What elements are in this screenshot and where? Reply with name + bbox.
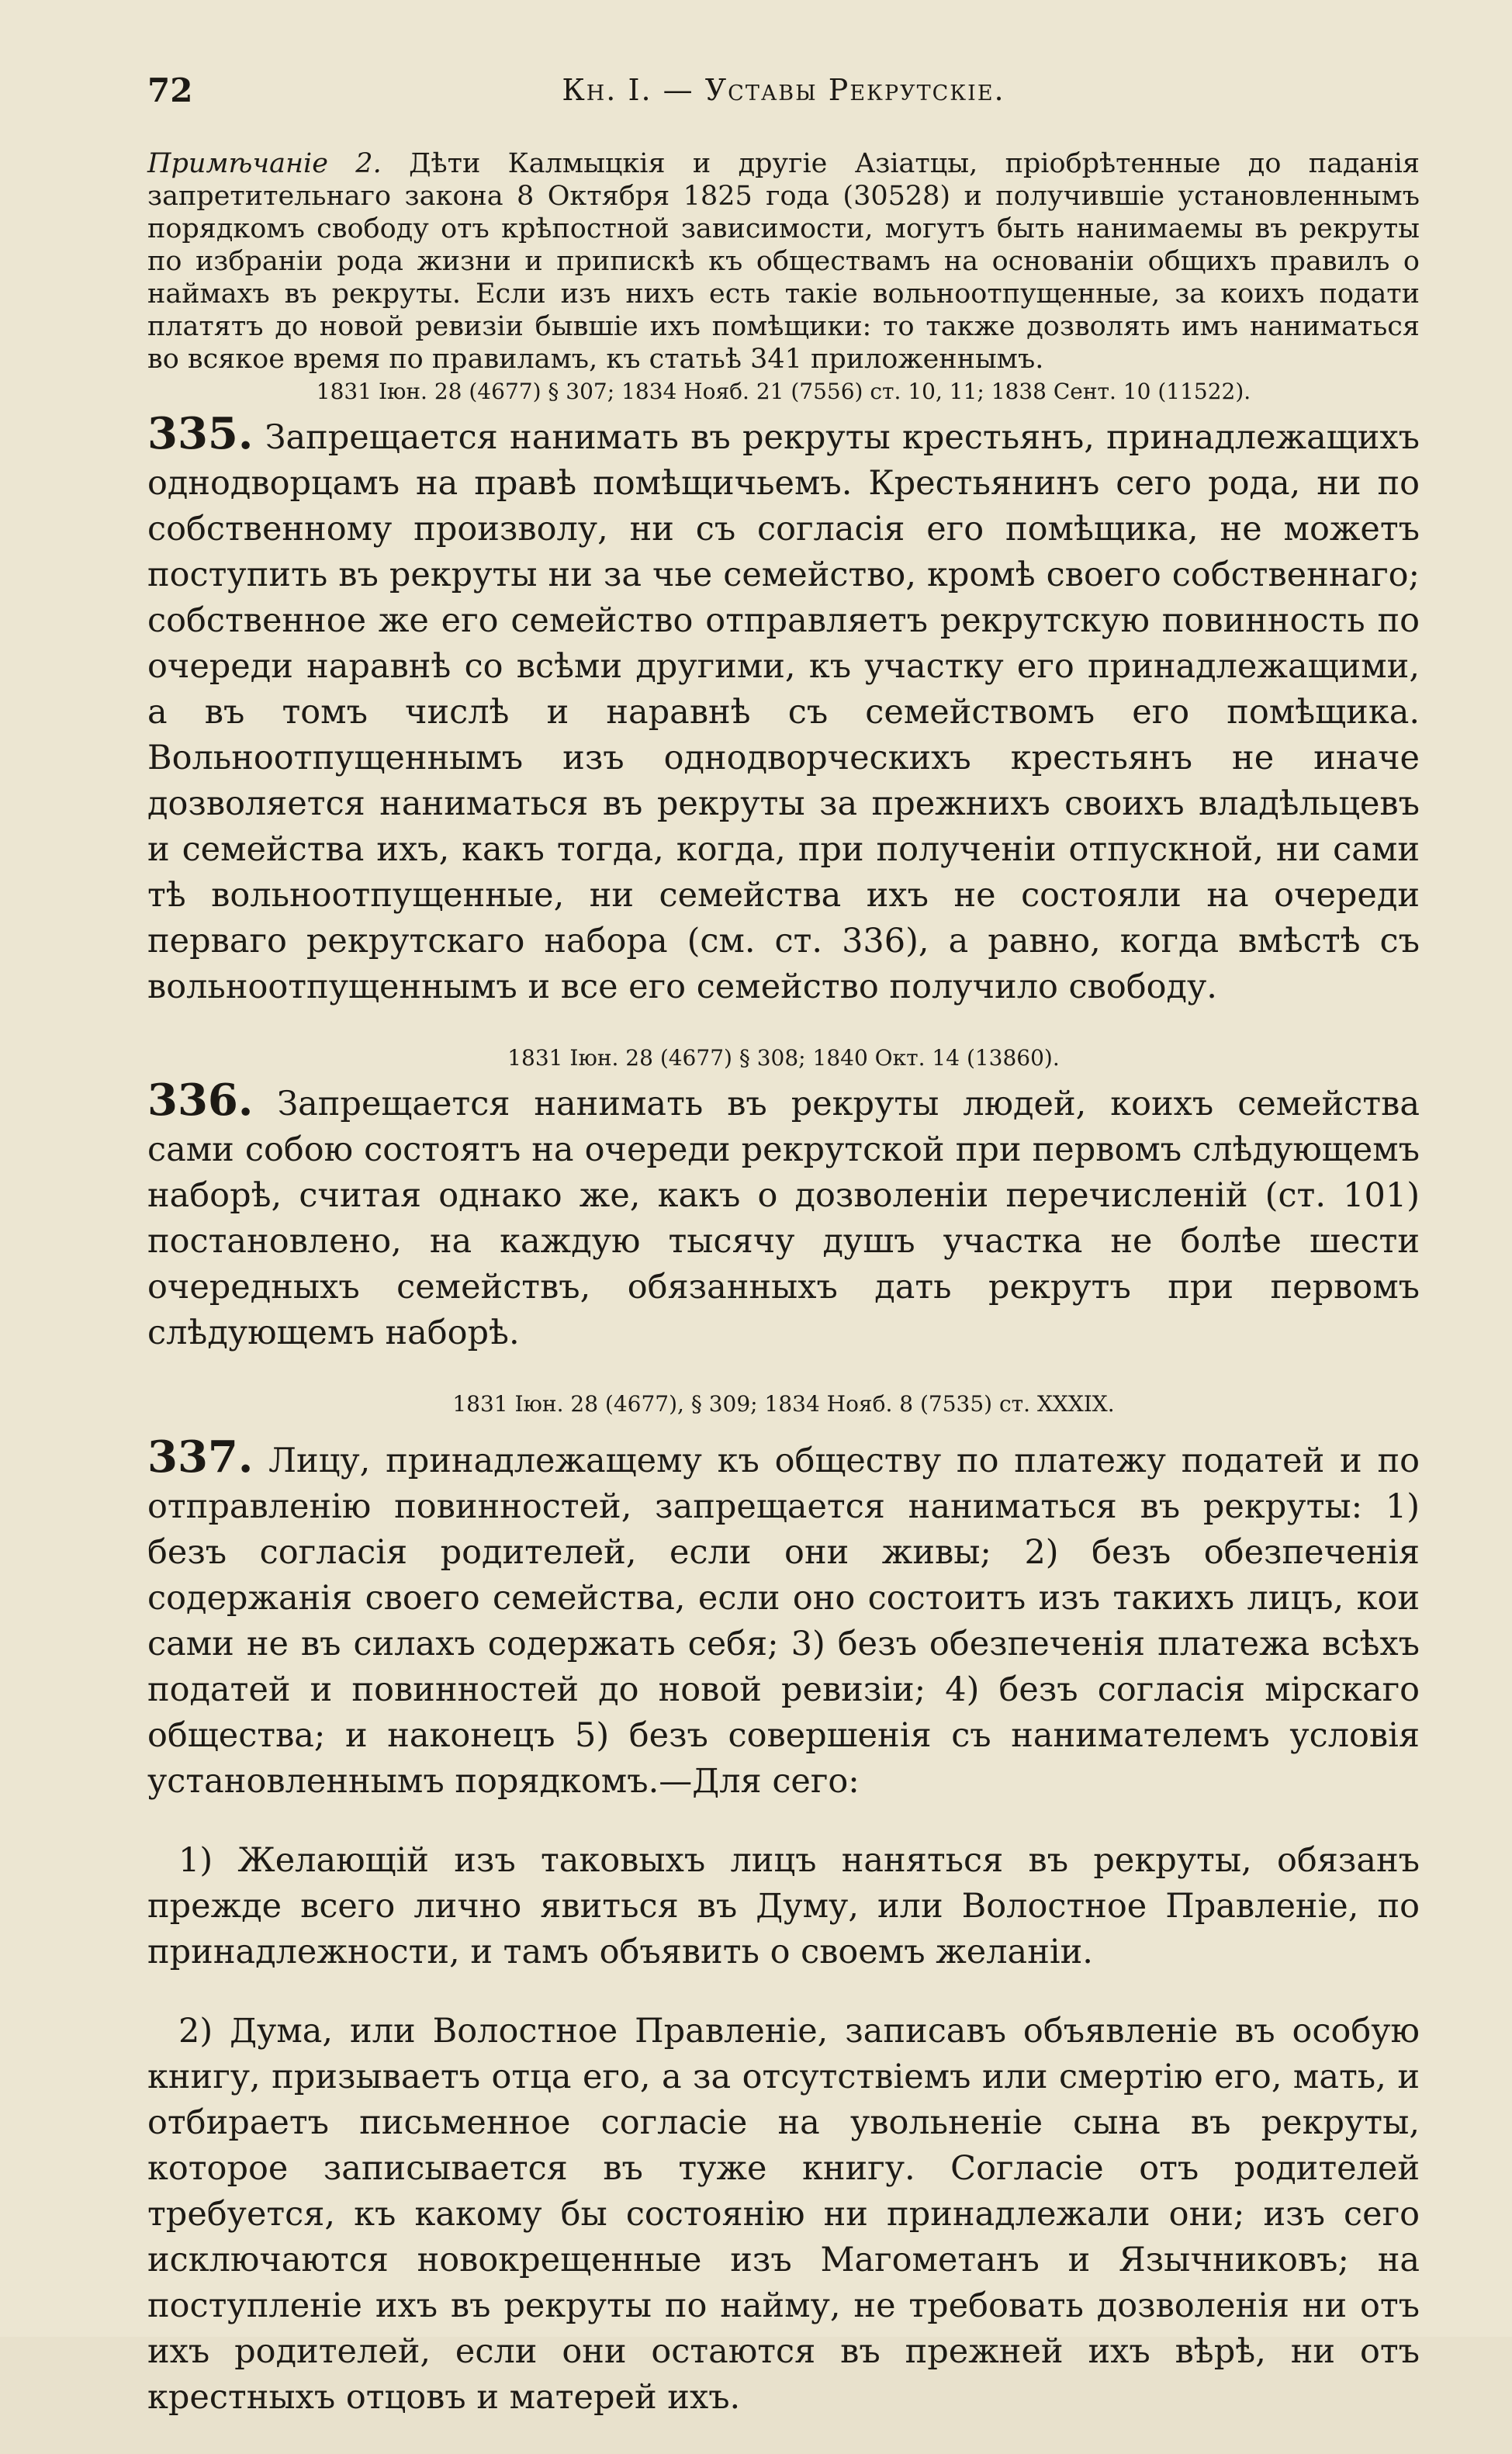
running-title: Кн. I. — Уставы Рекрутскіе. — [562, 73, 1005, 107]
article-337-item-1: 1) Желающій изъ таковыхъ лицъ наняться въ рекруты, обязанъ прежде всего лично явиться въ Думу, или Волостное Правленіе, по принадлежности, и тамъ объявить о своемъ желаніи. — [147, 1841, 1420, 1971]
article-336 — [147, 1075, 1420, 1356]
article-text: Запрещается нанимать въ рекруты людей, коихъ семейства сами собою состоятъ на очереди рекрутской при первомъ слѣдующемъ наборѣ, считая однако же, какъ о дозволеніи перечисленій (ст. 101) постановлено, на каждую тысячу душъ участка не болѣе шести очередныхъ семействъ, обязанныхъ дать рекрутъ при первомъ слѣдующемъ наборѣ. — [147, 1085, 1420, 1352]
article-number: 336. — [147, 1075, 254, 1126]
page-number: 72 — [147, 71, 193, 109]
note-text: Дѣти Калмыцкія и другіе Азіатцы, пріобрѣтенные до паданія запретительнаго закона 8 Октября 1825 года (30528) и получившіе установленнымъ порядкомъ свободу отъ крѣпостной зависимости, могутъ быть нанимаемы въ рекруты по избраніи рода жизни и припискѣ къ обществамъ на основаніи общихъ правилъ о наймахъ въ рекруты. Если изъ нихъ есть такіе вольноотпущенные, за коихъ подати платятъ до новой ревизіи бывшіе ихъ помѣщики: то также дозволять имъ наниматься во всякое время по правиламъ, къ статьѣ 341 приложеннымъ. — [147, 148, 1420, 375]
article-335 — [147, 408, 1420, 1010]
article-335-citation: 1831 Іюн. 28 (4677) § 308; 1840 Окт. 14 (13860). — [507, 1045, 1060, 1071]
page-header — [147, 71, 1420, 118]
article-337 — [147, 1431, 1420, 1805]
note-label: Примѣчаніе 2. — [147, 148, 382, 179]
note-2 — [147, 147, 1420, 376]
article-number: 335. — [147, 408, 254, 459]
article-text: Запрещается нанимать въ рекруты крестьянъ, принадлежащихъ однодворцамъ на правѣ помѣщичьемъ. Крестьянинъ сего рода, ни по собственному произволу, ни съ согласія его помѣщика, не можетъ поступить въ рекруты ни за чье семейство, кромѣ своего собственнаго; собственное же его семейство отправляетъ рекрутскую повинность по очереди наравнѣ со всѣми другими, къ участку его принадлежащими, а въ томъ числѣ и наравнѣ съ семействомъ его помѣщика. Вольноотпущеннымъ изъ однодворческихъ крестьянъ не иначе дозволяется наниматься въ рекруты за прежнихъ своихъ владѣльцевъ и семейства ихъ, какъ тогда, когда, при полученіи отпускной, ни сами тѣ вольноотпущенные, ни семейства ихъ не состояли на очереди перваго рекрутскаго набора (см. ст. 336), а равно, когда вмѣстѣ съ вольноотпущеннымъ и все его семейство получило свободу. — [147, 418, 1420, 1006]
article-337-item-2: 2) Дума, или Волостное Правленіе, записавъ объявленіе въ особую книгу, призываетъ отца его, а за отсутствіемъ или смертію его, мать, и отбираетъ письменное согласіе на увольненіе сына въ рекруты, которое записывается въ туже книгу. Согласіе отъ родителей требуется, къ какому бы состоянію ни принадлежали они; изъ сего исключаются новокрещенные изъ Магометанъ и Язычниковъ; на поступленіе ихъ въ рекруты по найму, не требовать дозволенія ни отъ ихъ родителей, если они остаются въ прежней ихъ вѣрѣ, ни отъ крестныхъ отцовъ и матерей ихъ. — [147, 2012, 1420, 2417]
note-citation: 1831 Іюн. 28 (4677) § 307; 1834 Нояб. 21 (7556) ст. 10, 11; 1838 Сент. 10 (11522). — [316, 379, 1251, 404]
article-text: Лицу, принадлежащему къ обществу по платежу податей и по отправленію повинностей, запрещается наниматься въ рекруты: 1) безъ согласія родителей, если они живы; 2) безъ обезпеченія содержанія своего семейства, если оно состоитъ изъ такихъ лицъ, кои сами не въ силахъ содержать себя; 3) безъ обезпеченія платежа всѣхъ податей и повинностей до новой ревизіи; 4) безъ согласія мірскаго общества; и наконецъ 5) безъ совершенія съ нанимателемъ условія установленнымъ порядкомъ.—Для сего: — [147, 1442, 1420, 1801]
page-body — [147, 147, 1420, 2454]
article-336-citation: 1831 Іюн. 28 (4677), § 309; 1834 Нояб. 8 (7535) ст. XXXIX. — [452, 1391, 1115, 1417]
article-number: 337. — [147, 1431, 254, 1483]
